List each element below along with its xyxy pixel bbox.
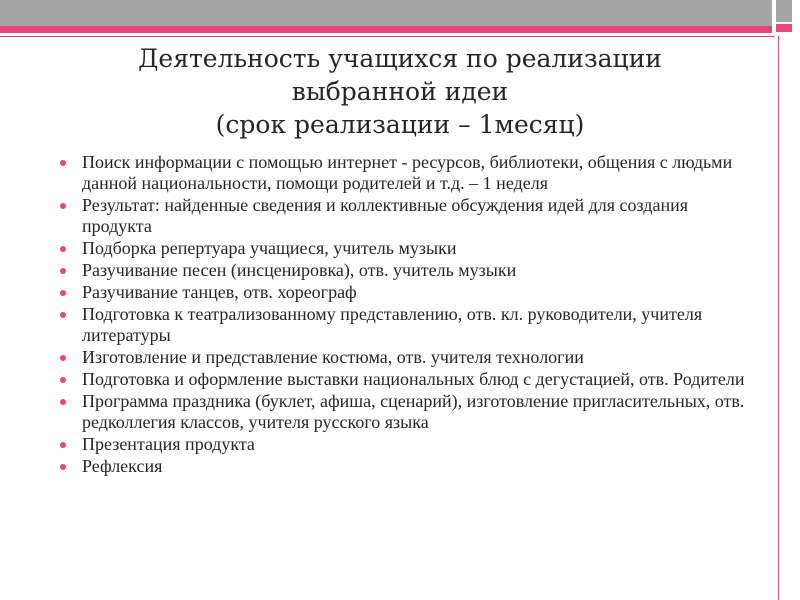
bullet-item [56, 260, 756, 281]
bullet-dot-icon [60, 268, 66, 274]
bullet-text: Презентация продукта [82, 434, 255, 454]
bullet-dot-icon [60, 399, 66, 405]
bullet-text: Рефлексия [82, 456, 163, 476]
title-line: выбранной идеи [291, 77, 509, 106]
bullet-text: Подготовка к театрализованному представлению, отв. кл. руководители, учителя литературы [82, 304, 703, 345]
bullet-item [56, 282, 756, 303]
header-divider-line [0, 36, 775, 37]
bullet-text: Изготовление и представление костюма, отв. учителя технологии [82, 347, 584, 367]
bullet-text: Разучивание песен (инсценировка), отв. учитель музыки [82, 260, 517, 280]
bullet-dot-icon [60, 355, 66, 361]
bullet-item [56, 369, 756, 390]
bullet-item [56, 456, 756, 477]
bullet-dot-icon [60, 203, 66, 209]
bullet-item [56, 195, 756, 237]
bullet-text: Подготовка и оформление выставки национальных блюд с дегустацией, отв. Родители [82, 369, 745, 389]
bullet-text: Поиск информации с помощью интернет - ресурсов, библиотеки, общения с людьми данной национальности, помощи родителей и т.д. – 1 неделя [82, 152, 733, 193]
corner-block-accent [776, 24, 792, 32]
bullet-item [56, 391, 756, 433]
bullet-dot-icon [60, 464, 66, 470]
bullet-text: Подборка репертуара учащиеся, учитель музыки [82, 238, 457, 258]
bullet-dot-icon [60, 442, 66, 448]
slide-title [20, 42, 780, 141]
bullet-text: Программа праздника (буклет, афиша, сценарий), изготовление пригласительных, отв. редколлегия классов, учителя русского языка [82, 391, 745, 432]
bullet-item [56, 238, 756, 259]
title-line: Деятельность учащихся по реализации [138, 44, 662, 73]
bullet-item [56, 152, 756, 194]
header-band-accent [0, 26, 800, 33]
bullet-text: Результат: найденные сведения и коллективные обсуждения идей для создания продукта [82, 195, 688, 236]
bullet-item [56, 347, 756, 368]
bullet-item [56, 434, 756, 455]
bullet-list [56, 152, 756, 478]
bullet-item [56, 304, 756, 346]
title-line: (срок реализации – 1месяц) [215, 110, 585, 139]
bullet-dot-icon [60, 290, 66, 296]
corner-decoration [772, 0, 800, 36]
bullet-text: Разучивание танцев, отв. хореограф [82, 282, 357, 302]
corner-block-gray [776, 0, 792, 22]
bullet-dot-icon [60, 312, 66, 318]
bullet-dot-icon [60, 160, 66, 166]
header-band-gray [0, 0, 800, 26]
bullet-dot-icon [60, 377, 66, 383]
bullet-dot-icon [60, 246, 66, 252]
